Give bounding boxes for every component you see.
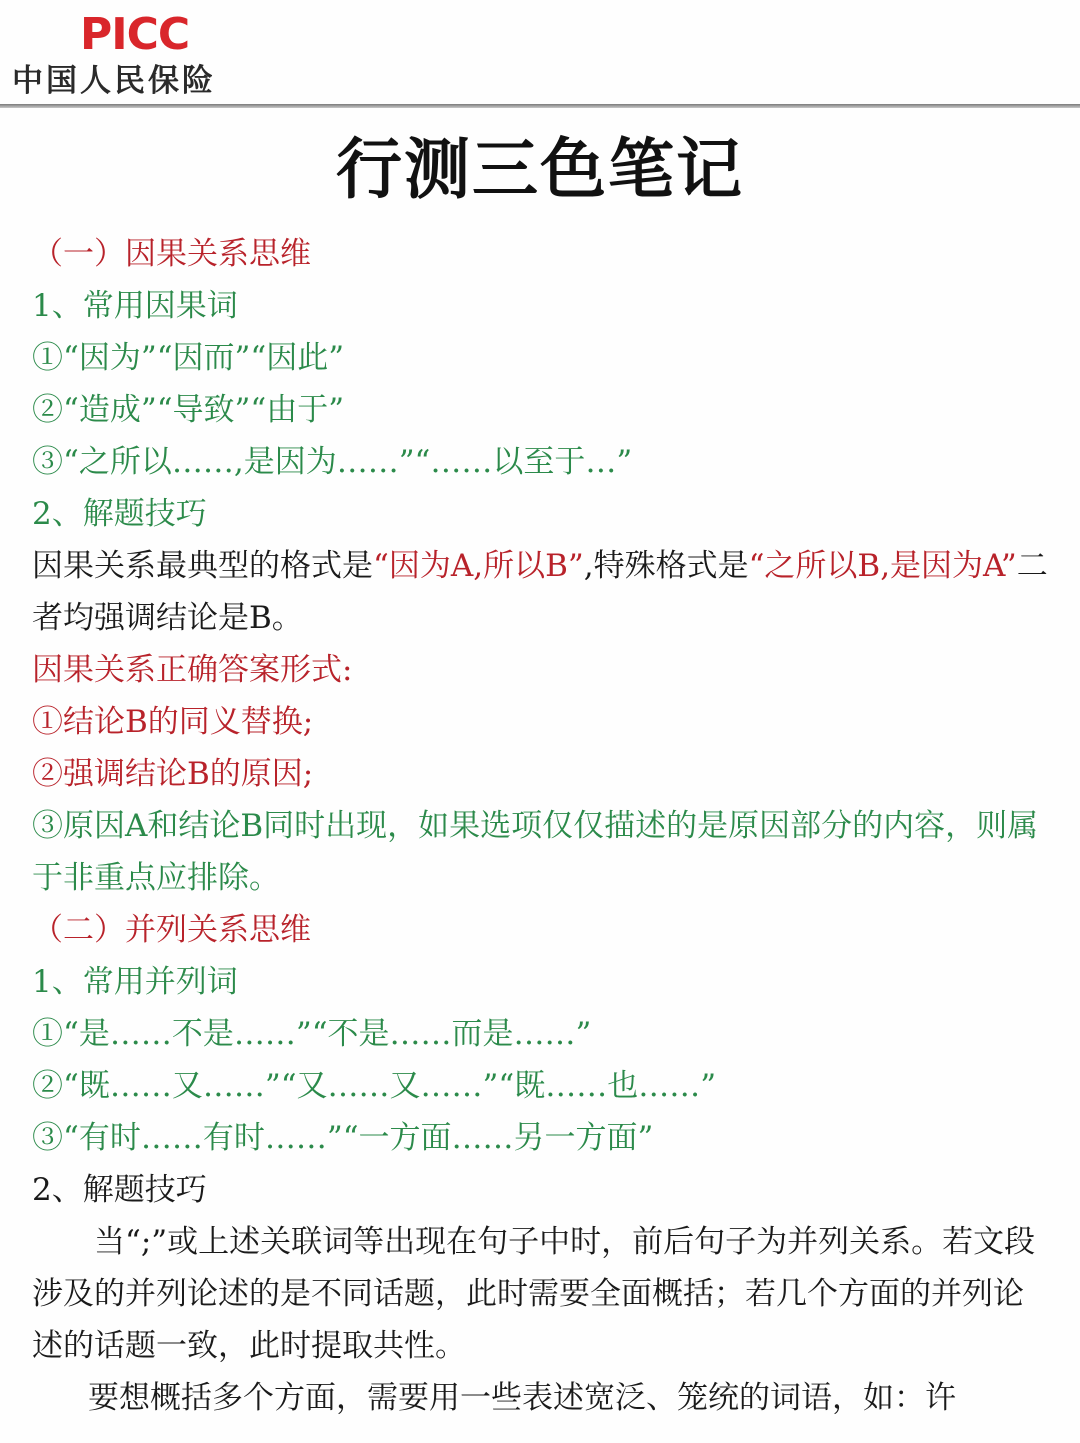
answer-form-2: ②强调结论B的原因; — [32, 756, 314, 792]
parallel-words-3: ③“有时……有时……”“一方面……另一方面” — [32, 1120, 654, 1156]
tip-part-2: “因为A,所以B” — [373, 548, 584, 584]
parallel-words-1: ①“是……不是……”“不是……而是……” — [32, 1016, 592, 1052]
causal-tip-paragraph — [32, 540, 1050, 644]
parallel-tip-paragraph-2: 要想概括多个方面，需要用一些表述宽泛、笼统的词语，如：许 — [88, 1380, 956, 1416]
section1-sub1-title: 1、常用因果词 — [32, 288, 238, 324]
parallel-words-2: ②“既……又……”“又……又……”“既……也……” — [32, 1068, 717, 1104]
tip-part-1: 因果关系最典型的格式是 — [32, 548, 373, 584]
answer-form-3: ③原因A和结论B同时出现，如果选项仅仅描述的是原因部分的内容，则属于非重点应排除。 — [32, 808, 1039, 896]
logo-name-cn: 中国人民保险 — [12, 63, 216, 99]
section1-heading: （一）因果关系思维 — [32, 236, 311, 272]
parallel-tip-paragraph-1: 当“;”或上述关联词等出现在句子中时，前后句子为并列关系。若文段涉及的并列论述的是不同话题，此时需要全面概括；若几个方面的并列论述的话题一致，此时提取共性。 — [32, 1224, 1036, 1364]
header-divider — [0, 104, 1080, 108]
causal-words-2: ②“造成”“导致”“由于” — [32, 392, 345, 428]
causal-words-3: ③“之所以……,是因为……”“……以至于…” — [32, 444, 633, 480]
answer-form-1: ①结论B的同义替换; — [32, 704, 314, 740]
picc-logo — [10, 8, 255, 100]
section1-sub2-title: 2、解题技巧 — [32, 496, 207, 532]
causal-words-1: ①“因为”“因而”“因此” — [32, 340, 345, 376]
section2-sub1-title: 1、常用并列词 — [32, 964, 238, 1000]
logo-brand: PICC — [80, 9, 190, 60]
tip-part-5: 二者均强调结论是B。 — [32, 548, 1048, 636]
section2-heading: （二）并列关系思维 — [32, 912, 311, 948]
answer-form-heading: 因果关系正确答案形式: — [32, 652, 353, 688]
page-title: 行测三色笔记 — [336, 130, 744, 208]
tip-part-4: “之所以B,是因为A” — [748, 548, 1017, 584]
section2-sub2-title: 2、解题技巧 — [32, 1172, 207, 1208]
tip-part-3: ,特殊格式是 — [583, 548, 749, 584]
notes-content — [32, 228, 1050, 1424]
